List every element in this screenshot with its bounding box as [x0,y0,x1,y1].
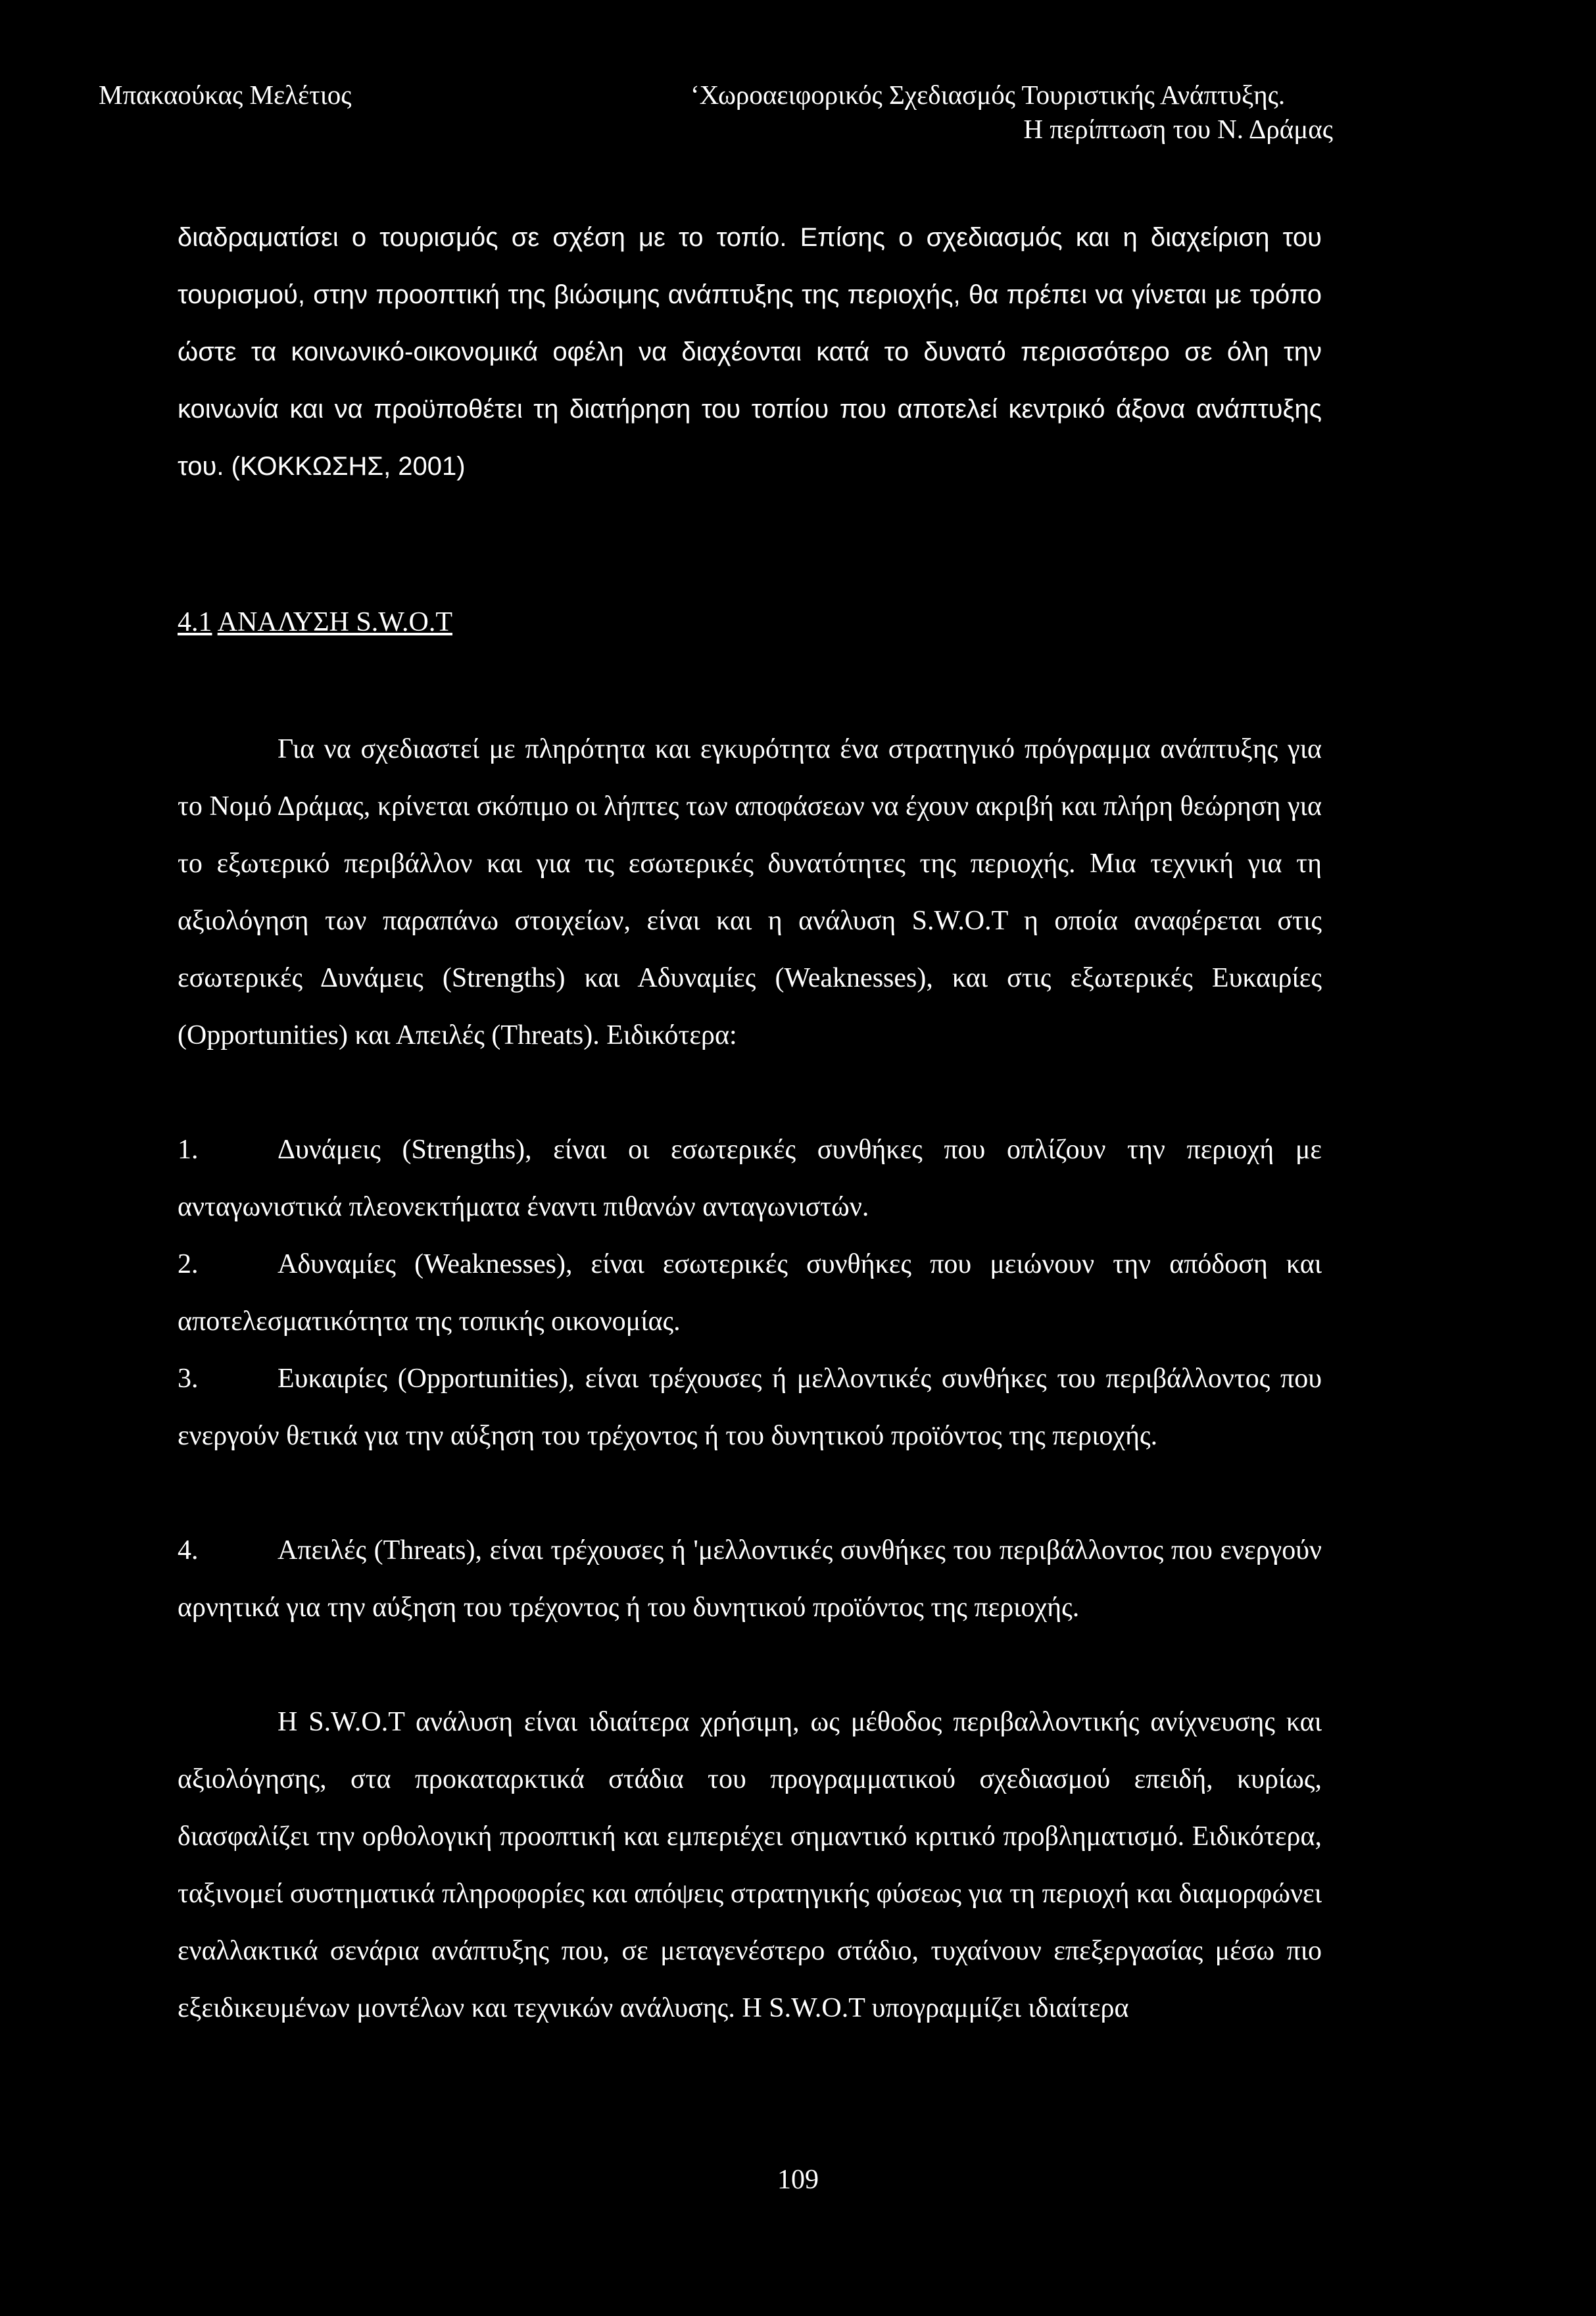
list-item [178,1350,1322,1465]
section-number: 4.1 [178,607,212,637]
list-item [178,1236,1322,1350]
intro-paragraph: διαδραματίσει ο τουρισμός σε σχέση με το τοπίο. Επίσης ο σχεδιασμός και η διαχείριση του τουρισμού, στην προοπτική της βιώσιμης ανάπτυξης της περιοχής, θα πρέπει να γίνεται με τρόπο ώστε τα κοινωνικό-οικονομικά οφέλη να διαχέονται κατά το δυνατό περισσότερο σε όλη την κοινωνία και να προϋποθέτει τη διατήρηση του τοπίου που αποτελεί κεντρικό άξονα ανάπτυξης του. (ΚΟΚΚΩΣΗΣ, 2001) [178,223,1322,481]
header-title-line2: Η περίπτωση του Ν. Δράμας [1023,114,1333,144]
list-item-text: Αδυναμίες (Weaknesses), είναι εσωτερικές συνθήκες που μειώνουν την απόδοση και αποτελεσματικότητα της τοπικής οικονομίας. [178,1249,1322,1337]
closing-paragraph: Η S.W.O.T ανάλυση είναι ιδιαίτερα χρήσιμη, ως μέθοδος περιβαλλοντικής ανίχνευσης και αξιολόγησης, στα προκαταρκτικά στάδια του προγραμματικού σχεδιασμού επειδή, κυρίως, διασφαλίζει την ορθολογική προοπτική και εμπεριέχει σημαντικό κριτικό προβληματισμό. Ειδικότερα, ταξινομεί συστηματικά πληροφορίες και απόψεις στρατηγικής φύσεως για τη περιοχή και διαμορφώνει εναλλακτικά σενάρια ανάπτυξης που, σε μεταγενέστερο στάδιο, τυχαίνουν επεξεργασίας μέσω πιο εξειδικευμένων μοντέλων και τεχνικών ανάλυσης. Η S.W.O.T υπογραμμίζει ιδιαίτερα [178,1707,1322,2023]
list-item [178,1522,1322,1637]
page-number: 109 [777,2165,819,2195]
header-author: Μπακαούκας Μελέτιος [99,80,352,110]
section-title: ΑΝΑΛΥΣΗ S.W.O.T [217,607,452,637]
list-item [178,1121,1322,1236]
list-item-text: Δυνάμεις (Strengths), είναι οι εσωτερικές συνθήκες που οπλίζουν την περιοχή με ανταγωνιστικά πλεονεκτήματα έναντι πιθανών ανταγωνιστών. [178,1135,1322,1222]
list-item-number: 4. [178,1535,199,1565]
list-item-text: Ευκαιρίες (Opportunities), είναι τρέχουσες ή μελλοντικές συνθήκες του περιβάλλοντος που ενεργούν θετικά για την αύξηση του τρέχοντος ή του δυνητικού προϊόντος της περιοχής. [178,1364,1322,1451]
list-item-text: Απειλές (Threats), είναι τρέχουσες ή 'μελλοντικές συνθήκες του περιβάλλοντος που ενεργούν αρνητικά για την αύξηση του τρέχοντος ή του δυνητικού προϊόντος της περιοχής. [178,1535,1322,1623]
list-item-number: 2. [178,1249,199,1279]
header-title-line1: ‘Χωροαειφορικός Σχεδιασμός Τουριστικής Ανάπτυξης. [690,80,1286,110]
section-heading [178,605,452,639]
list-item-number: 3. [178,1364,199,1394]
header-title [690,78,1596,146]
swot-intro-paragraph: Για να σχεδιαστεί με πληρότητα και εγκυρότητα ένα στρατηγικό πρόγραμμα ανάπτυξης για το Νομό Δράμας, κρίνεται σκόπιμο οι λήπτες των αποφάσεων να έχουν ακριβή και πλήρη θεώρηση για το εξωτερικό περιβάλλον και για τις εσωτερικές δυνατότητες της περιοχής. Μια τεχνική για τη αξιολόγηση των παραπάνω στοιχείων, είναι και η ανάλυση S.W.O.T η οποία αναφέρεται στις εσωτερικές Δυνάμεις (Strengths) και Αδυναμίες (Weaknesses), και στις εξωτερικές Ευκαιρίες (Opportunities) και Απειλές (Threats). Ειδικότερα: [178,734,1322,1050]
list-item-number: 1. [178,1135,199,1165]
